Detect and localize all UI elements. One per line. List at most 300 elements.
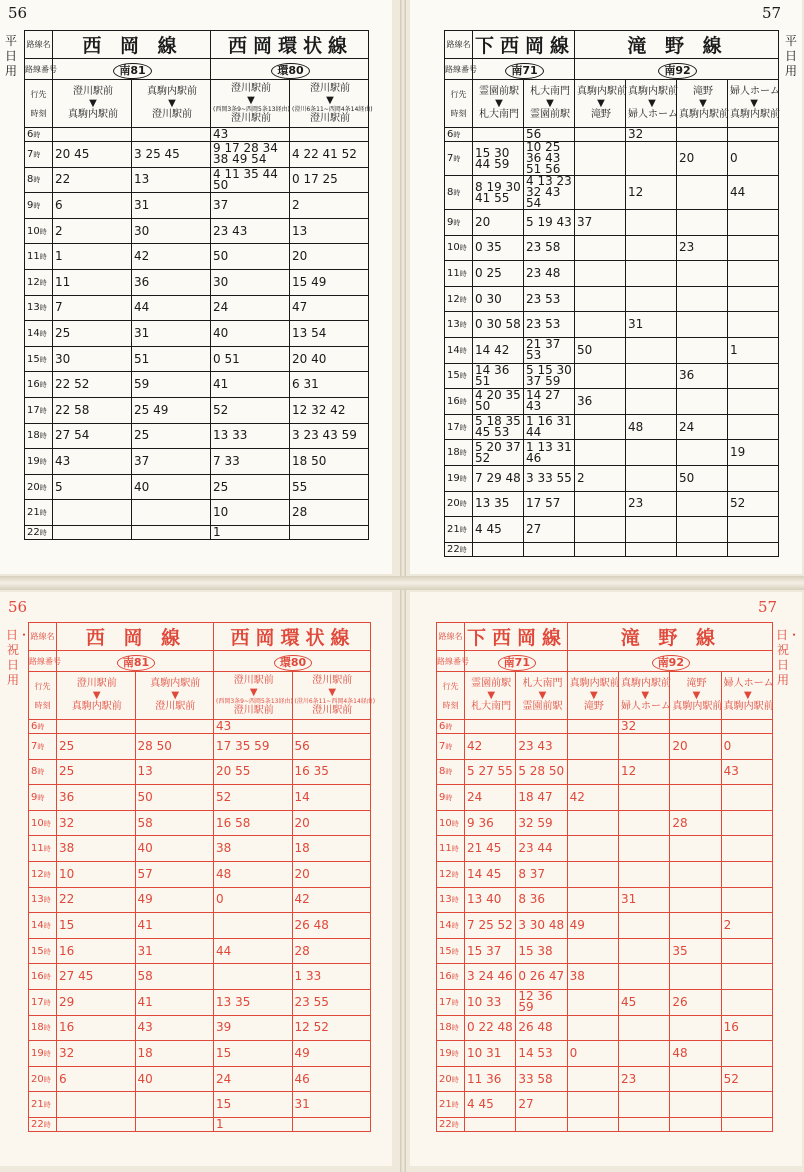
- page-number: 56: [8, 598, 28, 616]
- departure-minutes: 25: [53, 321, 132, 347]
- departure-minutes: 0 35: [473, 235, 524, 261]
- down-arrow-icon: ▼: [589, 690, 598, 701]
- departure-minutes: 20: [670, 734, 721, 760]
- hour-suffix: 時: [459, 449, 467, 458]
- departure-minutes: 1: [728, 337, 779, 363]
- departure-minutes: [290, 525, 369, 539]
- timetable: [436, 622, 773, 1132]
- departure-minutes: [677, 176, 728, 210]
- hour-cell: [437, 785, 465, 811]
- hour-suffix: 時: [39, 253, 47, 262]
- departure-minutes: 4 45: [473, 517, 524, 543]
- departure-minutes: 45: [619, 989, 670, 1015]
- departure-minutes: 40: [135, 836, 214, 862]
- departure-minutes: 35: [670, 938, 721, 964]
- hour-suffix: 時: [43, 1101, 51, 1110]
- departure-minutes: 27: [516, 1092, 567, 1118]
- hour-suffix: 時: [37, 768, 45, 777]
- departure-minutes: [567, 1092, 618, 1118]
- departure-minutes: 43: [214, 720, 293, 734]
- departure-minutes: 7 33: [211, 449, 290, 475]
- hour-cell: [25, 295, 53, 321]
- departure-minutes: [57, 720, 136, 734]
- hour-cell: [25, 142, 53, 168]
- destination-label: 行先: [34, 681, 51, 691]
- departure-minutes: [575, 491, 626, 517]
- departure-minutes: [524, 542, 575, 556]
- hour-cell: [437, 938, 465, 964]
- line-name: 下西岡線: [473, 31, 575, 59]
- departure-minutes: 44: [214, 938, 293, 964]
- hour-suffix: 時: [459, 545, 467, 554]
- hour-suffix: 時: [459, 525, 467, 534]
- departure-minutes: [214, 964, 293, 990]
- departure-minutes: 38: [57, 836, 136, 862]
- departure-minutes: [670, 836, 721, 862]
- departure-minutes: 0 30: [473, 286, 524, 312]
- hour-cell: [25, 193, 53, 219]
- hour-suffix: 時: [39, 509, 47, 518]
- departure-minutes: 41: [135, 913, 214, 939]
- hour-cell: [29, 913, 57, 939]
- destination-cell: [619, 672, 670, 720]
- departure-minutes: 5: [53, 474, 132, 500]
- departure-minutes: [728, 286, 779, 312]
- hour-cell: [29, 938, 57, 964]
- hour-value: 18: [27, 430, 40, 442]
- route-badge: 南81: [117, 655, 155, 671]
- hour-cell: [437, 913, 465, 939]
- departure-minutes: [626, 363, 677, 389]
- departure-minutes: [721, 1092, 772, 1118]
- departure-minutes: 19: [728, 440, 779, 466]
- hour-value: 12: [447, 293, 460, 305]
- departure-minutes: 1: [211, 525, 290, 539]
- hour-cell: [445, 142, 473, 176]
- departure-minutes: [677, 312, 728, 338]
- destination-cell: [728, 80, 779, 128]
- destination-header: [437, 672, 465, 720]
- departure-minutes: [677, 440, 728, 466]
- departure-minutes: 15: [57, 913, 136, 939]
- route-cell: [567, 651, 772, 672]
- departure-minutes: [619, 1117, 670, 1131]
- departure-minutes: 38: [567, 964, 618, 990]
- hour-suffix: 時: [451, 1101, 459, 1110]
- departure-minutes: [135, 1117, 214, 1131]
- route-number-label: 路線番号: [445, 59, 473, 80]
- departure-minutes: 24: [214, 1066, 293, 1092]
- departure-minutes: [728, 128, 779, 142]
- departure-minutes: [567, 1015, 618, 1041]
- departure-minutes: [721, 938, 772, 964]
- hour-value: 9: [447, 216, 454, 228]
- departure-minutes: 2: [53, 218, 132, 244]
- hour-cell: [445, 414, 473, 440]
- hour-cell: [29, 1117, 57, 1131]
- departure-minutes: 15 37: [465, 938, 516, 964]
- hour-value: 14: [439, 919, 452, 931]
- hour-cell: [25, 397, 53, 423]
- destination-cell: [575, 80, 626, 128]
- departure-minutes: 20: [290, 244, 369, 270]
- departure-minutes: [670, 861, 721, 887]
- destination-cell: [677, 80, 728, 128]
- departure-minutes: [567, 1117, 618, 1131]
- departure-minutes: 0: [721, 734, 772, 760]
- departure-minutes: [567, 989, 618, 1015]
- hour-value: 22: [447, 543, 460, 555]
- destination-cell: [626, 80, 677, 128]
- departure-minutes: [728, 235, 779, 261]
- route-badge: 南81: [113, 63, 151, 79]
- route-number-label: 路線番号: [29, 651, 57, 672]
- departure-minutes: 0 17 25: [290, 167, 369, 193]
- hour-cell: [437, 861, 465, 887]
- departure-minutes: [677, 337, 728, 363]
- departure-minutes: 49: [567, 913, 618, 939]
- departure-minutes: [575, 363, 626, 389]
- departure-minutes: [721, 1041, 772, 1067]
- hour-suffix: 時: [39, 457, 47, 466]
- departure-minutes: [728, 312, 779, 338]
- down-arrow-icon: ▼: [249, 686, 258, 698]
- departure-minutes: [670, 785, 721, 811]
- departure-minutes: 56: [524, 128, 575, 142]
- down-arrow-icon: ▼: [247, 94, 255, 106]
- down-arrow-icon: ▼: [743, 690, 752, 701]
- departure-minutes: 24: [211, 295, 290, 321]
- down-arrow-icon: ▼: [538, 690, 547, 701]
- hour-value: 12: [439, 868, 452, 880]
- hour-suffix: 時: [39, 483, 47, 492]
- hour-cell: [25, 269, 53, 295]
- departure-minutes: 10: [57, 861, 136, 887]
- departure-minutes: [516, 1117, 567, 1131]
- hour-suffix: 時: [39, 329, 47, 338]
- departure-minutes: 43: [135, 1015, 214, 1041]
- departure-minutes: 22 58: [53, 397, 132, 423]
- hour-value: 19: [31, 1047, 44, 1059]
- departure-minutes: [53, 525, 132, 539]
- departure-minutes: 42: [292, 887, 371, 913]
- departure-minutes: 23 43: [516, 734, 567, 760]
- hour-suffix: 時: [453, 189, 461, 197]
- destination-cell: [567, 672, 618, 720]
- hour-value: 19: [447, 472, 460, 484]
- departure-minutes: 6: [53, 193, 132, 219]
- departure-minutes: 15 30 44 59: [473, 142, 524, 176]
- hour-cell: [29, 989, 57, 1015]
- page-gap: [0, 576, 804, 590]
- hour-value: 7: [27, 148, 34, 160]
- departure-minutes: 11: [53, 269, 132, 295]
- departure-minutes: [516, 720, 567, 734]
- departure-minutes: [728, 414, 779, 440]
- departure-minutes: 59: [132, 372, 211, 398]
- down-arrow-icon: ▼: [495, 98, 503, 109]
- departure-minutes: [721, 836, 772, 862]
- hour-value: 21: [31, 1099, 44, 1111]
- down-arrow-icon: ▼: [326, 94, 334, 106]
- hour-cell: [25, 525, 53, 539]
- hour-cell: [437, 734, 465, 760]
- down-arrow-icon: ▼: [692, 690, 701, 701]
- departure-minutes: 12 52: [292, 1015, 371, 1041]
- departure-minutes: [567, 861, 618, 887]
- destination-cell: [57, 672, 136, 720]
- departure-minutes: [53, 500, 132, 526]
- departure-minutes: 48: [670, 1041, 721, 1067]
- origin-stop: 霊園前駅: [471, 678, 512, 689]
- departure-minutes: 31: [292, 1092, 371, 1118]
- departure-minutes: 42: [567, 785, 618, 811]
- hour-cell: [29, 887, 57, 913]
- departure-minutes: 17 57: [524, 491, 575, 517]
- departure-minutes: [57, 1092, 136, 1118]
- hour-cell: [445, 128, 473, 142]
- hour-suffix: 時: [39, 528, 47, 537]
- departure-minutes: 13 40: [465, 887, 516, 913]
- hour-value: 12: [31, 868, 44, 880]
- departure-minutes: 40: [135, 1066, 214, 1092]
- departure-minutes: 13: [135, 759, 214, 785]
- departure-minutes: [575, 542, 626, 556]
- departure-minutes: 10 33: [465, 989, 516, 1015]
- departure-minutes: 21 37 53: [524, 337, 575, 363]
- hour-value: 14: [31, 919, 44, 931]
- hour-suffix: 時: [451, 921, 459, 930]
- departure-minutes: 17 35 59: [214, 734, 293, 760]
- departure-minutes: [677, 261, 728, 287]
- destination-cell: [516, 672, 567, 720]
- departure-minutes: 3 30 48: [516, 913, 567, 939]
- route-cell: [53, 59, 211, 80]
- destination-label: 行先: [30, 89, 47, 99]
- departure-minutes: [567, 836, 618, 862]
- hour-cell: [445, 440, 473, 466]
- departure-minutes: [626, 210, 677, 236]
- departure-minutes: 8 37: [516, 861, 567, 887]
- departure-minutes: 50: [575, 337, 626, 363]
- departure-minutes: [626, 440, 677, 466]
- origin-stop: 澄川駅前: [231, 82, 272, 94]
- hour-cell: [25, 218, 53, 244]
- departure-minutes: 13: [132, 167, 211, 193]
- hour-cell: [445, 312, 473, 338]
- hour-cell: [29, 1015, 57, 1041]
- departure-minutes: 31: [135, 938, 214, 964]
- departure-minutes: 13 35: [473, 491, 524, 517]
- hour-value: 16: [31, 971, 44, 983]
- hour-cell: [437, 1117, 465, 1131]
- departure-minutes: [626, 286, 677, 312]
- departure-minutes: [575, 440, 626, 466]
- hour-cell: [445, 176, 473, 210]
- departure-minutes: 31: [132, 321, 211, 347]
- hour-cell: [437, 1041, 465, 1067]
- departure-minutes: 31: [619, 887, 670, 913]
- hour-value: 13: [31, 894, 44, 906]
- terminal-stop: 霊園前駅: [530, 109, 570, 120]
- origin-stop: 真駒内駅前: [147, 86, 197, 97]
- departure-minutes: 8 19 30 41 55: [473, 176, 524, 210]
- departure-minutes: 41: [135, 989, 214, 1015]
- departure-minutes: [619, 1015, 670, 1041]
- hour-value: 22: [439, 1118, 452, 1130]
- departure-minutes: 30: [132, 218, 211, 244]
- hour-cell: [29, 1092, 57, 1118]
- departure-minutes: 12: [619, 759, 670, 785]
- origin-stop: 札大南門: [522, 678, 563, 689]
- line-name: 西岡環状線: [211, 31, 369, 59]
- hour-suffix: 時: [39, 278, 47, 287]
- departure-minutes: 58: [135, 964, 214, 990]
- origin-stop: 真駒内駅前: [621, 678, 671, 689]
- departure-minutes: [619, 785, 670, 811]
- hour-suffix: 時: [459, 372, 467, 381]
- origin-stop: 澄川駅前: [233, 674, 274, 686]
- hour-suffix: 時: [445, 723, 453, 731]
- hour-cell: [437, 1066, 465, 1092]
- departure-minutes: 48: [214, 861, 293, 887]
- terminal-stop: 澄川駅前: [312, 704, 353, 716]
- departure-minutes: 38: [214, 836, 293, 862]
- route-badge: 南92: [652, 655, 690, 671]
- hour-cell: [437, 810, 465, 836]
- departure-minutes: 57: [135, 861, 214, 887]
- terminal-stop: 澄川駅前: [231, 112, 272, 124]
- hour-cell: [445, 517, 473, 543]
- departure-minutes: 13 35: [214, 989, 293, 1015]
- hour-value: 20: [439, 1073, 452, 1085]
- destination-header: [25, 80, 53, 128]
- departure-minutes: 0 26 47: [516, 964, 567, 990]
- departure-minutes: [626, 465, 677, 491]
- hour-suffix: 時: [37, 723, 45, 731]
- line-name: 下西岡線: [465, 623, 568, 651]
- hour-suffix: 時: [43, 947, 51, 956]
- departure-minutes: 3 23 43 59: [290, 423, 369, 449]
- hour-value: 22: [31, 1118, 44, 1130]
- departure-minutes: 16: [57, 938, 136, 964]
- terminal-stop: 真駒内駅前: [71, 701, 122, 712]
- hour-suffix: 時: [43, 973, 51, 982]
- hour-value: 19: [439, 1047, 452, 1059]
- departure-minutes: 32: [626, 128, 677, 142]
- hour-value: 17: [31, 996, 44, 1008]
- hour-value: 14: [27, 327, 40, 339]
- hour-value: 17: [447, 421, 460, 433]
- hour-cell: [437, 989, 465, 1015]
- departure-minutes: [619, 836, 670, 862]
- hour-cell: [437, 759, 465, 785]
- hour-cell: [437, 1092, 465, 1118]
- hour-suffix: 時: [43, 819, 51, 828]
- departure-minutes: 30: [53, 346, 132, 372]
- departure-minutes: 43: [211, 128, 290, 142]
- down-arrow-icon: ▼: [168, 98, 176, 109]
- hour-suffix: 時: [451, 819, 459, 828]
- hour-cell: [29, 720, 57, 734]
- hour-value: 6: [27, 129, 34, 140]
- departure-minutes: 40: [132, 474, 211, 500]
- departure-minutes: 46: [292, 1066, 371, 1092]
- hour-cell: [29, 785, 57, 811]
- departure-minutes: 4 45: [465, 1092, 516, 1118]
- departure-minutes: [626, 235, 677, 261]
- departure-minutes: 3 33 55: [524, 465, 575, 491]
- departure-minutes: [567, 734, 618, 760]
- departure-minutes: [728, 465, 779, 491]
- hour-value: 8: [27, 174, 34, 186]
- departure-minutes: 23 58: [524, 235, 575, 261]
- departure-minutes: 23 43: [211, 218, 290, 244]
- departure-minutes: 2: [290, 193, 369, 219]
- terminal-stop: 滝野: [591, 109, 612, 120]
- departure-minutes: [619, 938, 670, 964]
- departure-minutes: [465, 1117, 516, 1131]
- departure-minutes: 31: [626, 312, 677, 338]
- terminal-stop: 婦人ホーム: [628, 109, 679, 120]
- terminal-stop: 澄川駅前: [310, 112, 351, 124]
- hour-suffix: 時: [33, 150, 41, 159]
- hour-suffix: 時: [451, 870, 459, 879]
- origin-stop: 澄川駅前: [73, 86, 113, 97]
- departure-minutes: [619, 810, 670, 836]
- departure-minutes: [728, 389, 779, 415]
- departure-minutes: 14: [292, 785, 371, 811]
- departure-minutes: 21 45: [465, 836, 516, 862]
- route-badge: 南92: [658, 63, 696, 79]
- hour-cell: [437, 836, 465, 862]
- departure-minutes: 14 27 43: [524, 389, 575, 415]
- departure-minutes: 0: [214, 887, 293, 913]
- hour-value: 17: [439, 996, 452, 1008]
- hour-suffix: 時: [43, 870, 51, 879]
- departure-minutes: 26 48: [292, 913, 371, 939]
- line-name-label: 路線名: [437, 623, 465, 651]
- departure-minutes: [728, 261, 779, 287]
- departure-minutes: [677, 286, 728, 312]
- departure-minutes: 5 20 37 52: [473, 440, 524, 466]
- departure-minutes: 22: [57, 887, 136, 913]
- origin-stop: 真駒内駅前: [628, 86, 679, 97]
- hour-suffix: 時: [459, 244, 467, 253]
- terminal-stop: 澄川駅前: [155, 701, 196, 712]
- destination-cell: [721, 672, 772, 720]
- hour-value: 21: [447, 523, 460, 535]
- route-badge: 南71: [498, 655, 536, 671]
- departure-minutes: 1: [53, 244, 132, 270]
- hour-suffix: 時: [43, 998, 51, 1007]
- departure-minutes: 52: [211, 397, 290, 423]
- hour-cell: [445, 491, 473, 517]
- hour-suffix: 時: [33, 201, 41, 210]
- terminal-stop: 真駒内駅前: [679, 109, 730, 120]
- departure-minutes: 23 55: [292, 989, 371, 1015]
- departure-minutes: 28: [290, 500, 369, 526]
- departure-minutes: [132, 525, 211, 539]
- terminal-stop: 真駒内駅前: [68, 109, 118, 120]
- route-note: (澄川6条11~西岡4条14経由): [292, 105, 373, 113]
- hour-suffix: 時: [39, 406, 47, 415]
- departure-minutes: 14 36 51: [473, 363, 524, 389]
- departure-minutes: [728, 542, 779, 556]
- departure-minutes: 15: [214, 1092, 293, 1118]
- hour-value: 15: [31, 945, 44, 957]
- departure-minutes: 31: [132, 193, 211, 219]
